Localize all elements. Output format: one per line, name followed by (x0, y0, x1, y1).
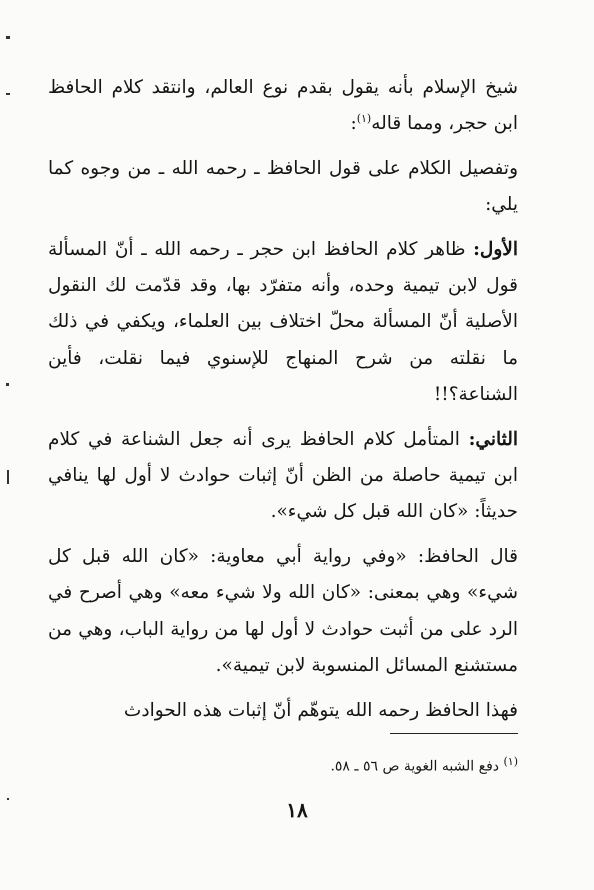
paragraph-6: فهذا الحافظ رحمه الله يتوهّم أنّ إثبات هذه الحوادث (123, 699, 518, 721)
footnote-separator (390, 733, 518, 734)
paragraph-4: الثاني: المتأمل كلام الحافظ يرى أنه جعل الشناعة في كلام ابن تيمية حاصلة من الظن أنّ إثبات حوادث لا أول لها ينافي حديثاً: «كان الله قبل كل شيء». (48, 428, 518, 523)
point-heading-second: الثاني: (468, 428, 518, 450)
paragraph-3: الأول: ظاهر كلام الحافظ ابن حجر ـ رحمه الله ـ أنّ المسألة قول لابن تيمية وحده، وأنه متفرّد بها، وقد قدّمت لك النقول الأصلية أنّ المسألة محلّ اختلاف بين العلماء، ويكفي في ذلك ما نقلته من شرح المنهاج للإسنوي فيما نقلت، فأين الشناعة؟!! (48, 238, 518, 406)
scan-mark (7, 470, 9, 484)
footnote (48, 752, 518, 777)
scan-mark (6, 383, 9, 386)
paragraph-2: وتفصيل الكلام على قول الحافظ ـ رحمه الله ـ من وجوه كما يلي: (48, 157, 518, 216)
body-text (48, 70, 518, 737)
page-number: ١٨ (286, 798, 308, 822)
footnote-reference[interactable]: (١) (356, 112, 372, 126)
scan-mark (6, 93, 10, 95)
paragraph-1: شيخ الإسلام بأنه يقول بقدم نوع العالم، وانتقد كلام الحافظ ابن حجر، ومما قاله$^{(١)}$: (48, 77, 518, 135)
paragraph-5: قال الحافظ: «وفي رواية أبي معاوية: «كان الله قبل كل شيء» وهي بمعنى: «كان الله ولا شيء معه» وهي أصرح في الرد على من أثبت حوادث لا أول لها من رواية الباب، وهي من مستشنع المسائل المنسوبة لابن تيمية». (48, 545, 518, 677)
scan-mark (7, 798, 9, 800)
scan-mark (6, 36, 10, 39)
footnote-text: دفع الشبه الغوية ص ٥٦ ـ ٥٨. (330, 758, 500, 775)
point-heading-first: الأول: (473, 238, 518, 260)
footnote-number: (١) (503, 755, 518, 768)
